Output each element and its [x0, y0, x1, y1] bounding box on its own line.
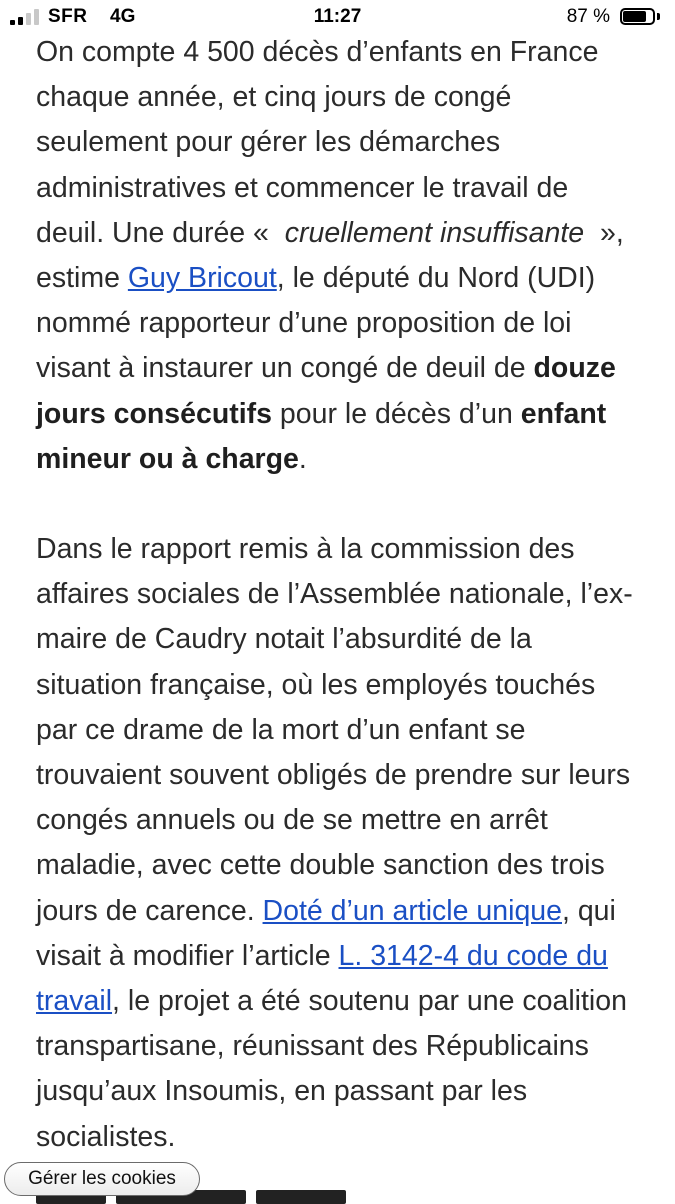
battery-percentage: 87 %: [566, 6, 610, 27]
article-paragraph-1: On compte 4 500 décès d’enfants en France chaque année, et cinq jours de congé seulement pour gérer les démarches administratives et commencer le travail de deuil. Une durée « cruellement insuffisante », estime Guy Bricout, le député du Nord (UDI) nommé rapporteur d’une proposition de loi visant à instaurer un congé de deuil de douze jours consécutifs pour le décès d’un enfant mineur ou à charge.: [36, 36, 624, 475]
bold-douze-jours: douze jours consécutifs: [36, 352, 616, 430]
bold-enfant-mineur: enfant mineur ou à charge: [36, 397, 607, 475]
status-bar: [0, 0, 675, 34]
status-time: 11:27: [313, 6, 362, 27]
link-guy-bricout[interactable]: Guy Bricout: [127, 262, 277, 295]
link-article-unique[interactable]: Doté d’un article unique: [262, 894, 562, 927]
article-paragraph-2: Dans le rapport remis à la commission des affaires sociales de l’Assemblée nationale, l’ex-maire de Caudry notait l’absurdité de la situation française, où les employés touchés par ce drame de la mort d’un enfant se trouvaient souvent obligés de prendre sur leurs congés annuels ou de se mettre en arrêt maladie, avec cette double sanction des trois jours de carence. Doté d’un article unique, qui visait à modifier l’article L. 3142-4 du code du travail, le projet a été soutenu par une coalition transpartisane, réunissant des Républicains jusqu’aux Insoumis, en passant par les socialistes.: [36, 533, 633, 1153]
battery-icon: [620, 8, 661, 28]
carrier-name: SFR: [48, 6, 88, 27]
link-code-du-travail[interactable]: L. 3142-4 du code du travail: [36, 939, 608, 1018]
emphasis-quote: cruellement insuffisante: [284, 216, 585, 249]
battery-fill: [623, 11, 646, 22]
article-body: [36, 30, 636, 1160]
manage-cookies-button[interactable]: Gérer les cookies: [4, 1162, 200, 1196]
network-type: 4G: [110, 6, 136, 27]
